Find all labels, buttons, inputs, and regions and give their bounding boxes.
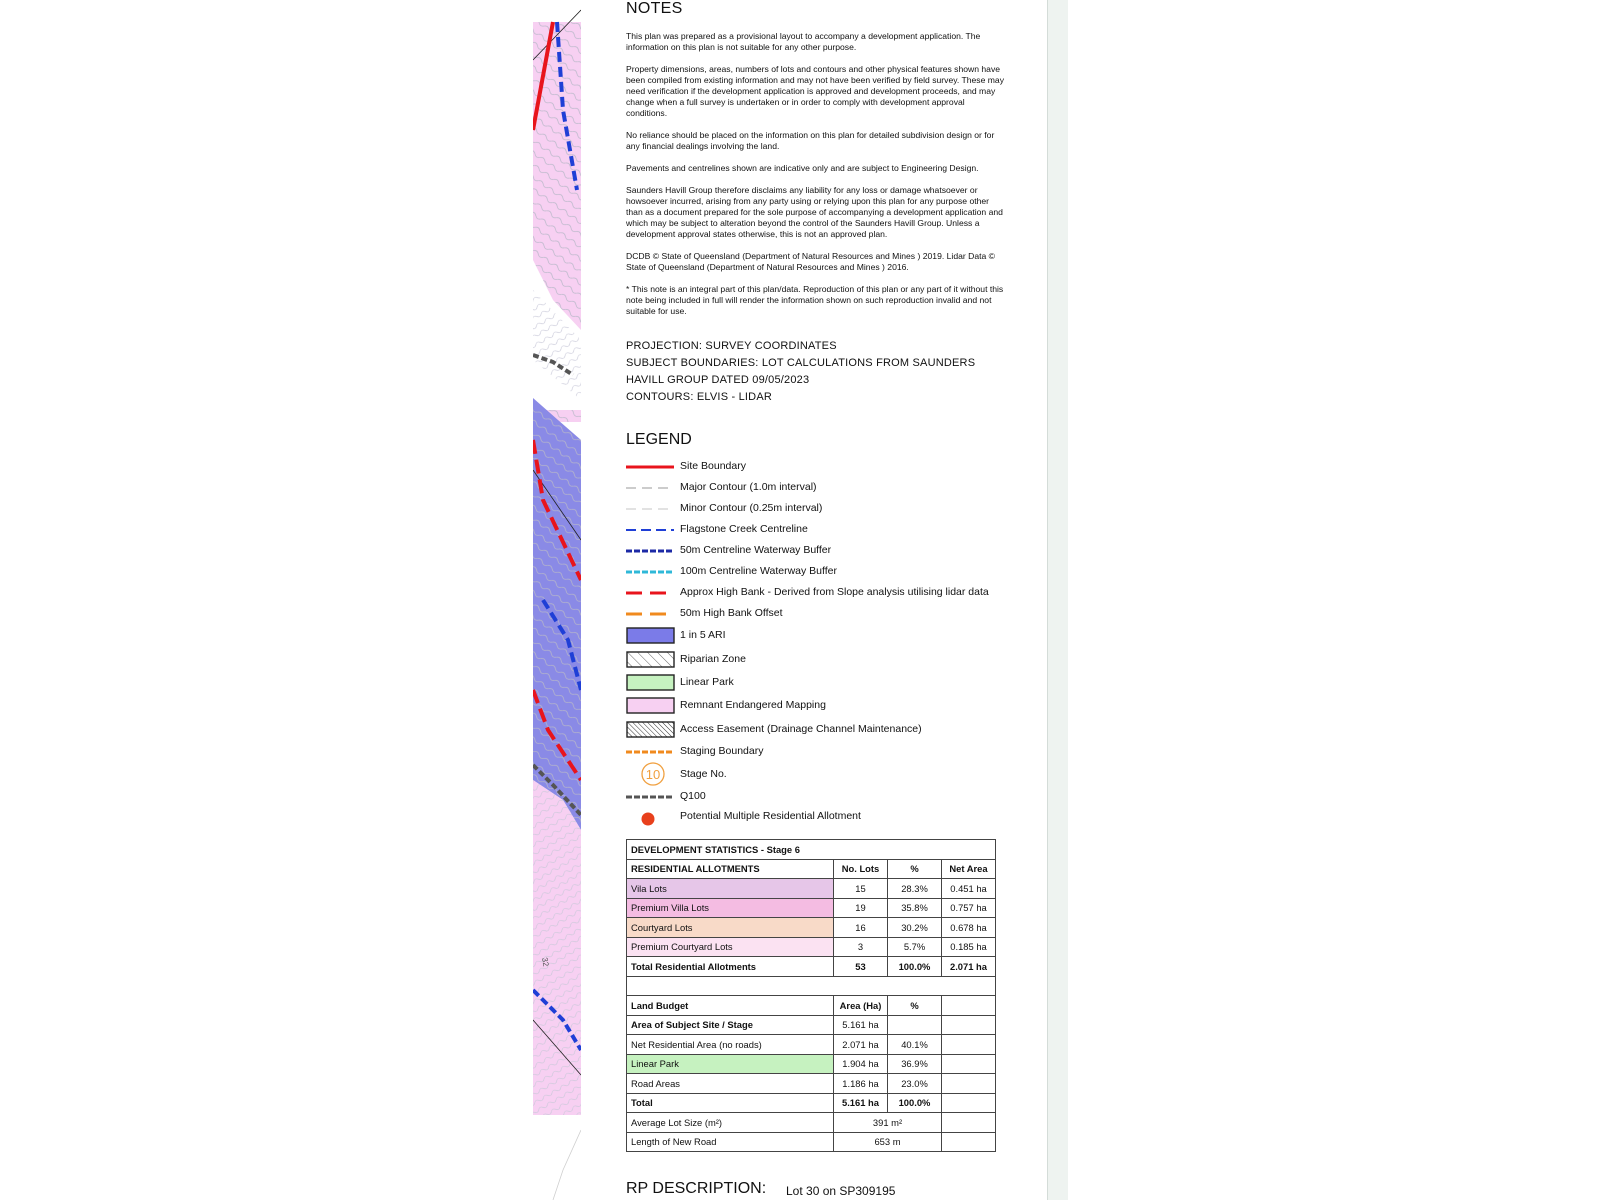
table-spacer-row xyxy=(627,976,996,996)
legend-item xyxy=(626,808,1026,826)
solid-line-icon xyxy=(626,458,676,476)
table-row xyxy=(627,1113,996,1133)
note-paragraph-4: Pavements and centrelines shown are indicative only and are subject to Engineering Design. xyxy=(626,163,979,173)
empty-cell xyxy=(942,1132,996,1152)
area-cell: 0.185 ha xyxy=(942,937,996,957)
column-header: Net Area xyxy=(942,859,996,879)
dot-icon xyxy=(626,808,676,826)
total-percent: 100.0% xyxy=(888,1093,942,1113)
legend-item xyxy=(626,721,1026,739)
legend-item xyxy=(626,743,1026,761)
legend-label: 50m High Bank Offset xyxy=(680,607,783,619)
site-plan-map xyxy=(533,0,581,1200)
table-row xyxy=(627,1035,996,1055)
table-title-row xyxy=(627,840,996,860)
empty-cell xyxy=(942,1015,996,1035)
legend-label: Stage No. xyxy=(680,768,727,780)
hatch-swatch-icon xyxy=(626,651,676,669)
column-header: Area (Ha) xyxy=(834,996,888,1016)
rp-description-value: Lot 30 on SP309195 xyxy=(786,1184,896,1198)
sheet-right-border xyxy=(1047,0,1048,1200)
legend-item xyxy=(626,627,1026,645)
fill-swatch-icon xyxy=(626,627,676,645)
note-paragraph-7: * This note is an integral part of this plan/data. Reproduction of this plan or any part of it without this note being included in full will render the information shown on such reproduction invalid and not suitable for use. xyxy=(626,284,1004,316)
budget-item-cell: Area of Subject Site / Stage xyxy=(627,1015,834,1035)
total-area: 2.071 ha xyxy=(942,957,996,977)
boundaries-line-1: SUBJECT BOUNDARIES: LOT CALCULATIONS FROM SAUNDERS xyxy=(626,357,976,369)
budget-area-cell: 5.161 ha xyxy=(834,1015,888,1035)
table-total-row xyxy=(627,1093,996,1113)
table-row xyxy=(627,1054,996,1074)
legend-label: Linear Park xyxy=(680,676,734,688)
total-lots: 53 xyxy=(834,957,888,977)
note-paragraph-5: Saunders Havill Group therefore disclaims any liability for any loss or damage whatsoever or howsoever incurred, arising from any party using or relying upon this plan for any purpose other than as a document prepared for the sole purpose of accompanying a development application and which may be subject to alteration beyond the control of the Saunders Havill Group. Unless a development approval states otherwise, this is not an approved plan. xyxy=(626,185,1003,239)
average-lot-label: Average Lot Size (m²) xyxy=(627,1113,834,1133)
budget-percent-cell: 40.1% xyxy=(888,1035,942,1055)
legend-label: Site Boundary xyxy=(680,460,746,472)
legend-item xyxy=(626,788,1026,806)
total-percent: 100.0% xyxy=(888,957,942,977)
fill-swatch-icon xyxy=(626,674,676,692)
lots-cell: 19 xyxy=(834,898,888,918)
empty-cell xyxy=(942,996,996,1016)
column-header: % xyxy=(888,996,942,1016)
legend-label: Access Easement (Drainage Channel Maintenance) xyxy=(680,723,922,735)
dashed-line-icon xyxy=(626,788,676,806)
budget-item-cell: Road Areas xyxy=(627,1074,834,1094)
legend-label: Q100 xyxy=(680,790,706,802)
empty-cell xyxy=(942,1035,996,1055)
table-row xyxy=(627,898,996,918)
legend-heading: LEGEND xyxy=(626,431,692,448)
contours-line: CONTOURS: ELVIS - LIDAR xyxy=(626,391,772,403)
development-statistics-table xyxy=(626,839,996,1152)
total-label: Total xyxy=(627,1093,834,1113)
budget-area-cell: 2.071 ha xyxy=(834,1035,888,1055)
budget-item-cell: Linear Park xyxy=(627,1054,834,1074)
legend-item xyxy=(626,674,1026,692)
table-row xyxy=(627,1132,996,1152)
dashed-line-icon xyxy=(626,521,676,539)
note-paragraph-2: Property dimensions, areas, numbers of lots and contours and other physical features shown have been compiled from existing information and may not have been verified by field survey. These may need verification if the development application is approved and development proceeds, and may change when a full survey is undertaken or in order to comply with development approval conditions. xyxy=(626,64,1005,118)
dashed-line-icon xyxy=(626,500,676,518)
area-cell: 0.678 ha xyxy=(942,918,996,938)
legend-item xyxy=(626,605,1026,623)
dashed-line-icon xyxy=(626,542,676,560)
fill-swatch-icon xyxy=(626,697,676,715)
new-road-value: 653 m xyxy=(834,1132,942,1152)
column-header: RESIDENTIAL ALLOTMENTS xyxy=(627,859,834,879)
table-header-row xyxy=(627,996,996,1016)
table-total-row xyxy=(627,957,996,977)
hatch-swatch-icon xyxy=(626,721,676,739)
legend-item xyxy=(626,542,1026,560)
legend-label: Potential Multiple Residential Allotment xyxy=(680,810,861,822)
empty-cell xyxy=(942,1113,996,1133)
dashed-line-icon xyxy=(626,584,676,602)
budget-item-cell: Net Residential Area (no roads) xyxy=(627,1035,834,1055)
empty-cell xyxy=(942,1054,996,1074)
dashed-line-icon xyxy=(626,563,676,581)
legend-label: Riparian Zone xyxy=(680,653,746,665)
average-lot-value: 391 m² xyxy=(834,1113,942,1133)
table-row xyxy=(627,1015,996,1035)
sheet-right-margin xyxy=(1048,0,1068,1200)
legend-item xyxy=(626,479,1026,497)
contour-label: 32 xyxy=(540,956,551,968)
lot-type-cell: Premium Courtyard Lots xyxy=(627,937,834,957)
legend-label: Minor Contour (0.25m interval) xyxy=(680,502,823,514)
table-header-row xyxy=(627,859,996,879)
stats-title: DEVELOPMENT STATISTICS - Stage 6 xyxy=(627,840,996,860)
legend-label: Major Contour (1.0m interval) xyxy=(680,481,817,493)
legend-item xyxy=(626,563,1026,581)
legend-item xyxy=(626,651,1026,669)
percent-cell: 5.7% xyxy=(888,937,942,957)
stage-circle-icon xyxy=(626,762,676,788)
legend-item xyxy=(626,762,1026,788)
new-road-label: Length of New Road xyxy=(627,1132,834,1152)
table-row xyxy=(627,879,996,899)
budget-percent-cell: 23.0% xyxy=(888,1074,942,1094)
legend-label: 1 in 5 ARI xyxy=(680,629,726,641)
empty-cell xyxy=(942,1093,996,1113)
rp-description-heading: RP DESCRIPTION: xyxy=(626,1180,767,1197)
lot-type-cell: Courtyard Lots xyxy=(627,918,834,938)
column-header: % xyxy=(888,859,942,879)
total-label: Total Residential Allotments xyxy=(627,957,834,977)
legend-item xyxy=(626,500,1026,518)
legend-item xyxy=(626,697,1026,715)
boundaries-line-2: HAVILL GROUP DATED 09/05/2023 xyxy=(626,374,810,386)
site-plan-map-strip xyxy=(533,0,581,1200)
note-paragraph-6: DCDB © State of Queensland (Department of Natural Resources and Mines ) 2019. Lidar Data © State of Queensland (Department of Natural Resources and Mines ) 2016. xyxy=(626,251,996,272)
budget-area-cell: 1.904 ha xyxy=(834,1054,888,1074)
budget-percent-cell: 36.9% xyxy=(888,1054,942,1074)
area-cell: 0.757 ha xyxy=(942,898,996,918)
legend-item xyxy=(626,458,1026,476)
lot-type-cell: Vila Lots xyxy=(627,879,834,899)
dashed-line-icon xyxy=(626,479,676,497)
legend-label: 100m Centreline Waterway Buffer xyxy=(680,565,837,577)
note-paragraph-1: This plan was prepared as a provisional layout to accompany a development application. The information on this plan is not suitable for any other purpose. xyxy=(626,31,981,52)
percent-cell: 35.8% xyxy=(888,898,942,918)
percent-cell: 28.3% xyxy=(888,879,942,899)
table-row xyxy=(627,1074,996,1094)
lot-type-cell: Premium Villa Lots xyxy=(627,898,834,918)
legend-label: Remnant Endangered Mapping xyxy=(680,699,826,711)
legend-label: Staging Boundary xyxy=(680,745,764,757)
legend-item xyxy=(626,521,1026,539)
lots-cell: 16 xyxy=(834,918,888,938)
table-row xyxy=(627,918,996,938)
legend-label: 50m Centreline Waterway Buffer xyxy=(680,544,832,556)
legend-label: Flagstone Creek Centreline xyxy=(680,523,808,535)
budget-area-cell: 1.186 ha xyxy=(834,1074,888,1094)
note-paragraph-3: No reliance should be placed on the information on this plan for detailed subdivision design or for any financial dealings involving the land. xyxy=(626,130,995,151)
budget-percent-cell xyxy=(888,1015,942,1035)
table-row xyxy=(627,937,996,957)
spacer-cell xyxy=(627,976,996,996)
column-header: No. Lots xyxy=(834,859,888,879)
projection-line: PROJECTION: SURVEY COORDINATES xyxy=(626,340,837,352)
dashed-line-icon xyxy=(626,605,676,623)
percent-cell: 30.2% xyxy=(888,918,942,938)
stage-number: 10 xyxy=(645,767,661,782)
lots-cell: 3 xyxy=(834,937,888,957)
legend-item xyxy=(626,584,1026,602)
column-header: Land Budget xyxy=(627,996,834,1016)
dashed-line-icon xyxy=(626,743,676,761)
legend-label: Approx High Bank - Derived from Slope analysis utilising lidar data xyxy=(680,586,989,598)
lots-cell: 15 xyxy=(834,879,888,899)
empty-cell xyxy=(942,1074,996,1094)
notes-heading: NOTES xyxy=(626,0,683,17)
total-area: 5.161 ha xyxy=(834,1093,888,1113)
area-cell: 0.451 ha xyxy=(942,879,996,899)
